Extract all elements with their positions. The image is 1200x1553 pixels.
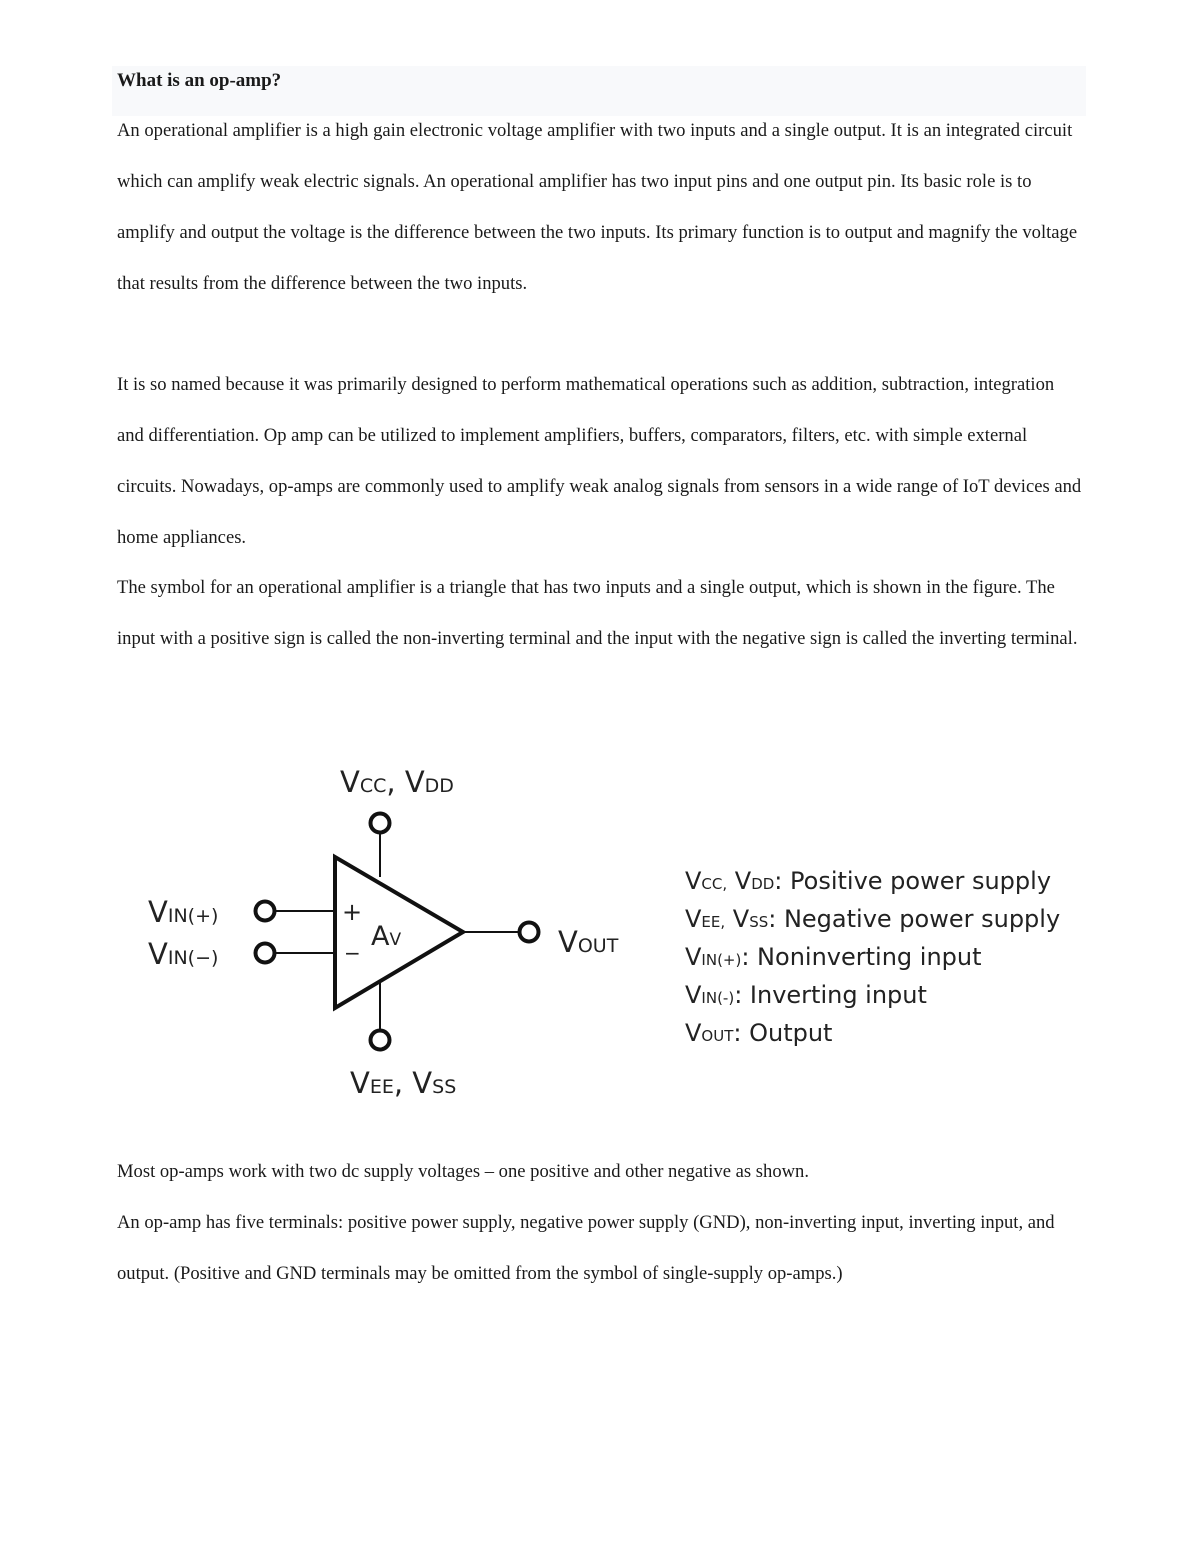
paragraph-definition: An operational amplifier is a high gain electronic voltage amplifier with two inputs and a single output. It is an integrated circuit which can amplify weak electric signals. An operational amplifier has two input pins and one output pin. Its basic role is to amplify and output the voltage is the difference between the two inputs. Its primary function is to output and magnify the voltage that results from the difference between the two inputs. — [117, 120, 1078, 294]
legend-item-noninverting-input: VIN(+): Noninverting input — [685, 943, 982, 971]
paragraph-terminals: An op-amp has five terminals: positive power supply, negative power supply (GND), non-inverting input, inverting input, and output. (Positive and GND terminals may be omitted from the symbol of single-supply op-amps.) — [117, 1212, 1055, 1284]
op-amp-figure — [130, 750, 1090, 1120]
output-label: VOUT — [558, 925, 619, 959]
legend-item-output: VOUT: Output — [685, 1019, 833, 1047]
op-amp-diagram — [130, 750, 1090, 1120]
input-plus-terminal — [256, 902, 275, 921]
bottom-supply-label: VEE, VSS — [350, 1066, 457, 1100]
paragraph-symbol: The symbol for an operational amplifier is a triangle that has two inputs and a single output, which is shown in the figure. The input with a positive sign is called the non-inverting terminal and the input with the negative sign is called the inverting terminal. — [117, 577, 1078, 649]
minus-sign: − — [344, 941, 361, 965]
paragraph-supply-voltages: Most op-amps work with two dc supply voltages – one positive and other negative as shown. — [117, 1161, 809, 1182]
input-plus-label: VIN(+) — [148, 895, 219, 929]
paragraph-naming: It is so named because it was primarily designed to perform mathematical operations such as addition, subtraction, integration and differentiation. Op amp can be utilized to implement amplifiers, buffers, comparators, filters, etc. with simple external circuits. Nowadays, op-amps are commonly used to amplify weak analog signals from sensors in a wide range of IoT devices and home appliances. — [117, 374, 1082, 548]
gain-label: AV — [371, 921, 402, 952]
plus-sign: + — [342, 898, 363, 926]
input-minus-terminal — [256, 944, 275, 963]
legend-item-inverting-input: VIN(-): Inverting input — [685, 981, 927, 1009]
input-minus-label: VIN(−) — [148, 937, 219, 971]
top-supply-terminal — [371, 814, 390, 833]
legend-item-positive-supply: VCC, VDD: Positive power supply — [685, 867, 1052, 895]
bottom-supply-terminal — [371, 1031, 390, 1050]
legend — [685, 867, 1060, 1047]
legend-item-negative-supply: VEE, VSS: Negative power supply — [685, 905, 1061, 933]
output-terminal — [520, 923, 539, 942]
page-title: What is an op-amp? — [117, 70, 282, 91]
top-supply-label: VCC, VDD — [340, 765, 454, 799]
